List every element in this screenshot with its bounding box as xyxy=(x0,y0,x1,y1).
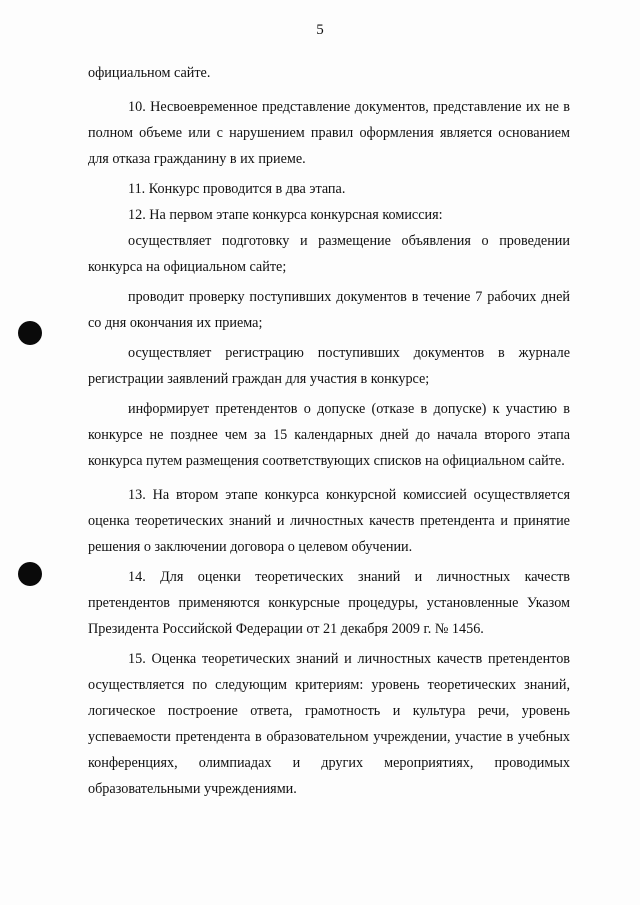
paragraph-15: 15. Оценка теоретических знаний и личностных качеств претендентов осуществляется по следующим критериям: уровень теоретических знаний, логическое построение ответа, грамотность и культура речи, уровень успеваемости претендента в образовательном учреждении, участие в учебных конференциях, олимпиадах и других мероприятиях, проводимых образовательными учреждениями. xyxy=(88,651,570,797)
paragraph-12: 12. На первом этапе конкурса конкурсная комиссия: xyxy=(128,207,443,223)
paragraph-10: 10. Несвоевременное представление документов, представление их не в полном объеме или с нарушением правил оформления является основанием для отказа гражданину в их приеме. xyxy=(88,99,570,167)
paragraph-12-item-1: осуществляет подготовку и размещение объявления о проведении конкурса на официальном сайте; xyxy=(88,233,570,275)
punch-hole-mark xyxy=(18,562,42,586)
paragraph-12-item-3: осуществляет регистрацию поступивших документов в журнале регистрации заявлений граждан для участия в конкурсе; xyxy=(88,345,570,387)
paragraph-14: 14. Для оценки теоретических знаний и личностных качеств претендентов применяются конкурсные процедуры, установленные Указом Президента Российской Федерации от 21 декабря 2009 г. № 1456. xyxy=(88,569,570,637)
punch-hole-mark xyxy=(18,321,42,345)
paragraph-13: 13. На втором этапе конкурса конкурсной комиссией осуществляется оценка теоретических знаний и личностных качеств претендента и принятие решения о заключении договора о целевом обучении. xyxy=(88,487,570,555)
page-number: 5 xyxy=(316,22,324,38)
paragraph-12-item-2: проводит проверку поступивших документов в течение 7 рабочих дней со дня окончания их приема; xyxy=(88,289,570,331)
paragraph-12-item-4: информирует претендентов о допуске (отказе в допуске) к участию в конкурсе не позднее чем за 15 календарных дней до начала второго этапа конкурса путем размещения соответствующих списков на официальном сайте. xyxy=(88,401,570,469)
document-body xyxy=(88,60,570,802)
paragraph-continuation: официальном сайте. xyxy=(88,65,211,81)
paragraph-11: 11. Конкурс проводится в два этапа. xyxy=(128,181,346,197)
